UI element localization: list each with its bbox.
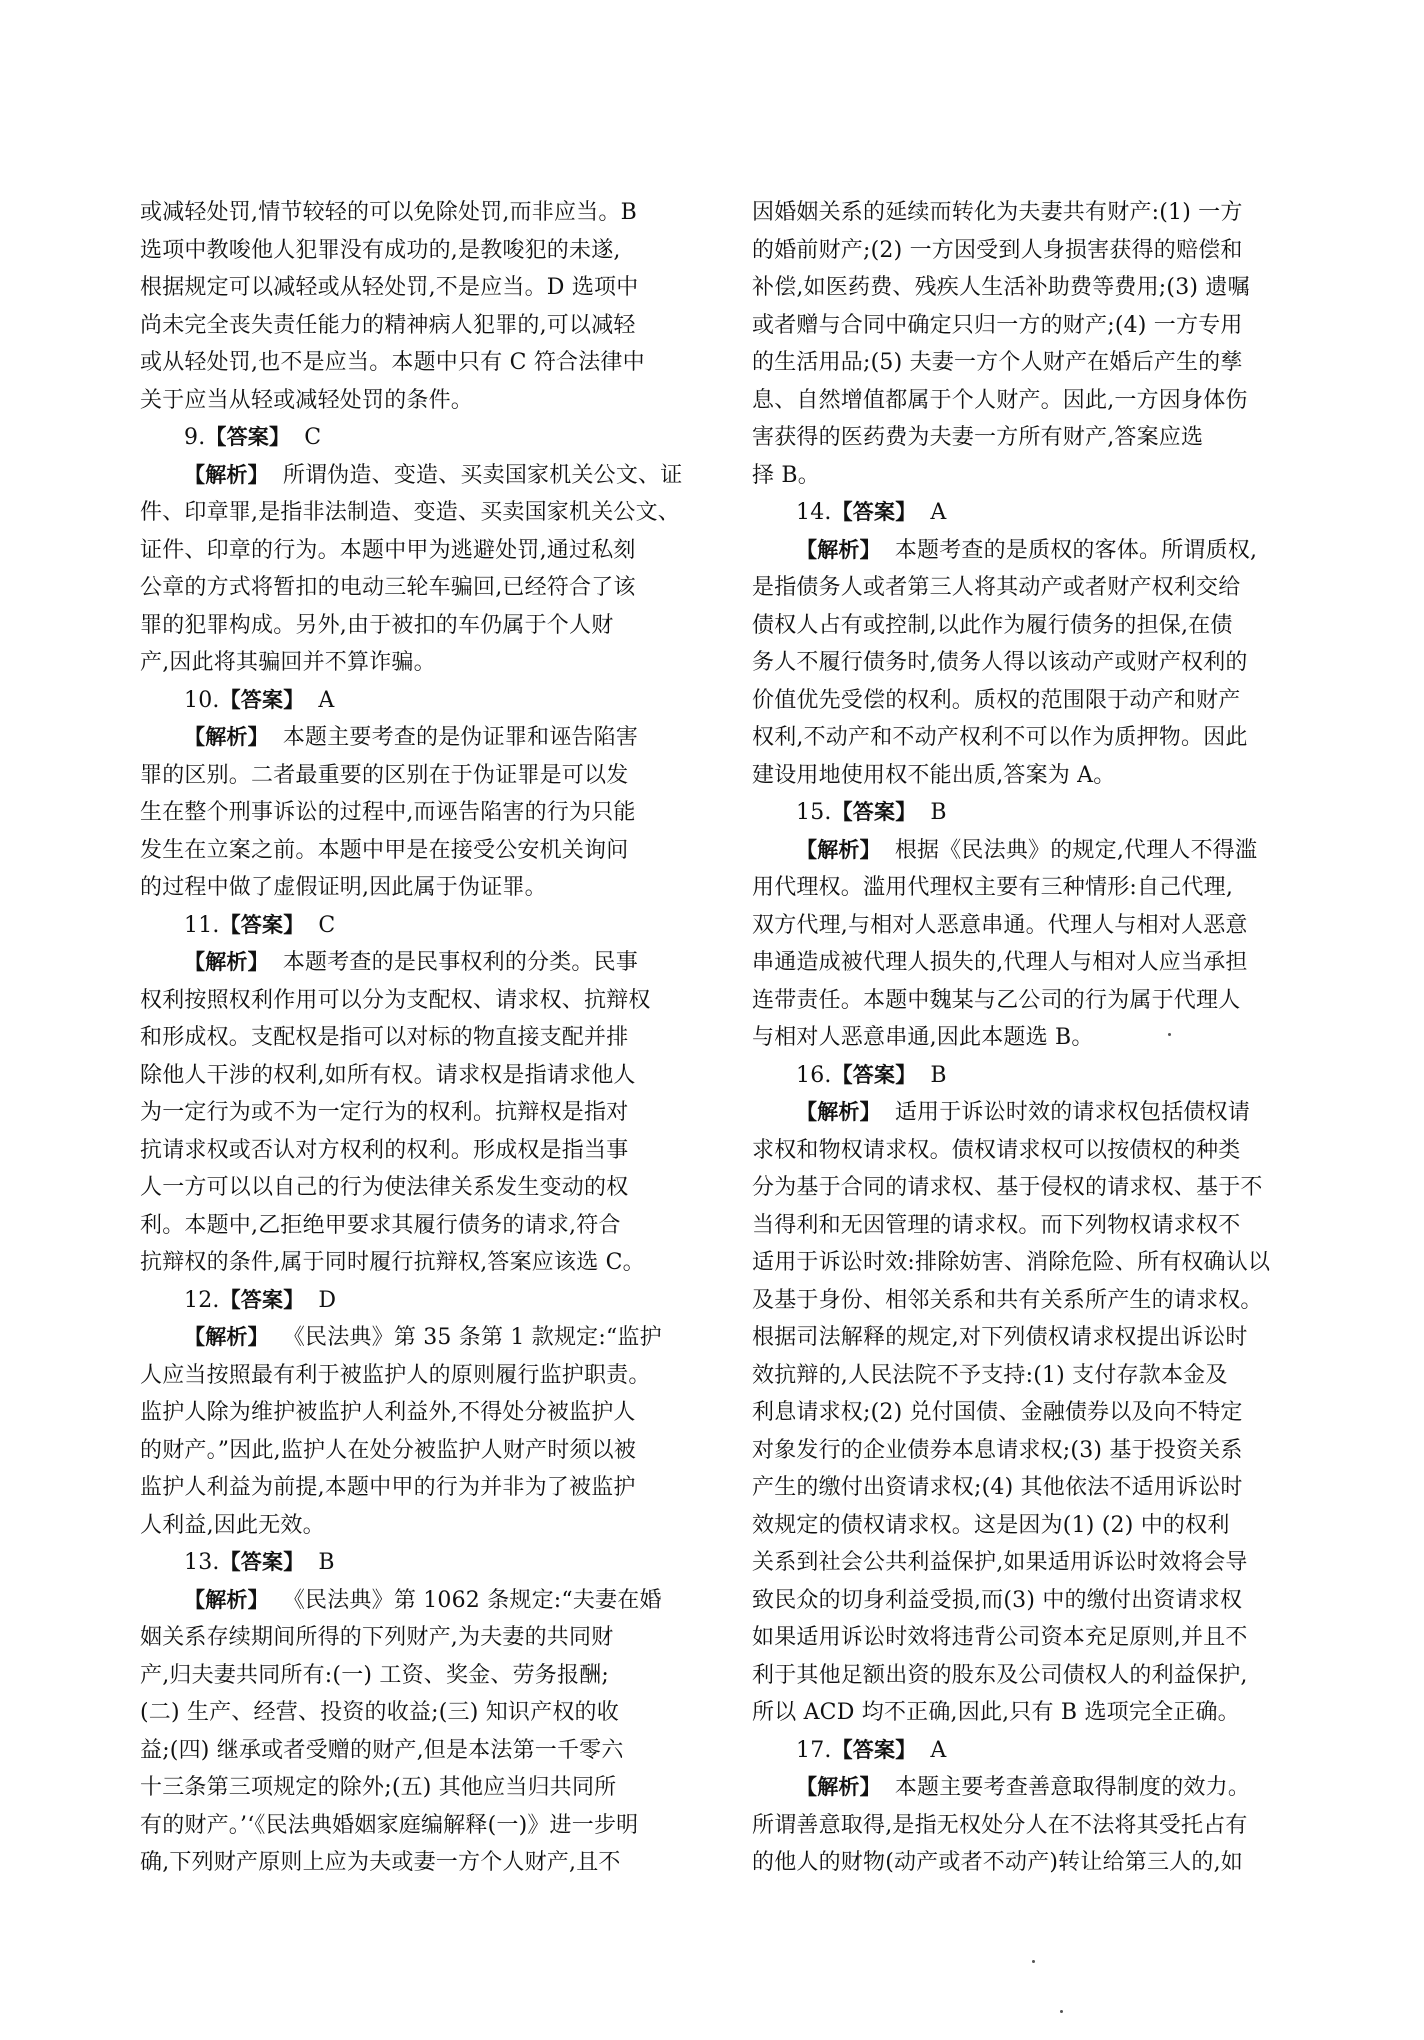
analysis-line — [752, 1094, 1324, 1132]
answer-line — [140, 419, 712, 457]
analysis-text: 适用于诉讼时效的请求权包括债权请 — [894, 1100, 1251, 1125]
text-line: 及基于身份、相邻关系和共有关系所产生的请求权。 — [752, 1287, 1263, 1313]
text-line: 罪的区别。二者最重要的区别在于伪证罪是可以发 — [140, 762, 629, 788]
question-number: 12. — [184, 1287, 220, 1313]
text-line: 债权人占有或控制,以此作为履行债务的担保,在债 — [752, 612, 1233, 638]
answer-value: B — [930, 800, 947, 825]
left-text-column — [140, 194, 712, 1882]
text-line: 适用于诉讼时效:排除妨害、消除危险、所有权确认以 — [752, 1250, 1271, 1275]
text-line: 效规定的债权请求权。这是因为(1) (2) 中的权利 — [752, 1512, 1230, 1538]
text-line: 件、印章罪,是指非法制造、变造、买卖国家机关公文、 — [140, 500, 680, 525]
text-line: 如果适用诉讼时效将违背公司资本充足原则,并且不 — [752, 1625, 1248, 1650]
text-line: 害获得的医药费为夫妻一方所有财产,答案应选 — [752, 425, 1204, 450]
text-line: 或者赠与合同中确定只归一方的财产;(4) 一方专用 — [752, 312, 1243, 338]
text-line: 十三条第三项规定的除外;(五) 其他应当归共同所 — [140, 1775, 617, 1800]
text-line: 价值优先受偿的权利。质权的范围限于动产和财产 — [752, 687, 1241, 713]
text-line: 择 B。 — [752, 462, 820, 488]
text-line: 致民众的切身利益受损,而(3) 中的缴付出资请求权 — [752, 1587, 1243, 1613]
text-line: 或从轻处罚,也不是应当。本题中只有 C 符合法律中 — [140, 350, 645, 375]
text-line: 证件、印章的行为。本题中甲为逃避处罚,通过私刻 — [140, 537, 636, 563]
text-line: 所以 ACD 均不正确,因此,只有 B 选项完全正确。 — [752, 1700, 1240, 1725]
analysis-line — [140, 719, 712, 757]
text-line: 分为基于合同的请求权、基于侵权的请求权、基于不 — [752, 1175, 1263, 1200]
text-line: 建设用地使用权不能出质,答案为 A。 — [752, 762, 1116, 788]
text-line: 监护人除为维护被监护人利益外,不得处分被监护人 — [140, 1400, 636, 1425]
analysis-tag: 【解析】 — [184, 1587, 269, 1612]
text-line: 双方代理,与相对人恶意串通。代理人与相对人恶意 — [752, 912, 1248, 938]
answer-tag: 【答案】 — [831, 500, 917, 524]
question-number: 16. — [796, 1062, 832, 1088]
text-line: 权利按照权利作用可以分为支配权、请求权、抗辩权 — [140, 987, 651, 1013]
analysis-tag: 【解析】 — [796, 537, 881, 562]
analysis-tag: 【解析】 — [796, 1100, 881, 1124]
analysis-tag: 【解析】 — [184, 462, 269, 487]
text-line: 补偿,如医药费、残疾人生活补助费等费用;(3) 遗嘱 — [752, 275, 1250, 300]
text-line: 当得利和无因管理的请求权。而下列物权请求权不 — [752, 1212, 1241, 1238]
text-line: 求权和物权请求权。债权请求权可以按债权的种类 — [752, 1137, 1241, 1163]
text-line: 除他人干涉的权利,如所有权。请求权是指请求他人 — [140, 1062, 636, 1088]
answer-line — [140, 1544, 712, 1582]
text-line: 利于其他足额出资的股东及公司债权人的利益保护, — [752, 1662, 1248, 1688]
text-line: 利息请求权;(2) 兑付国债、金融债券以及向不特定 — [752, 1400, 1243, 1425]
right-text-column — [752, 194, 1324, 1882]
question-number: 13. — [184, 1550, 220, 1575]
answer-value: B — [930, 1062, 947, 1088]
text-line: 人一方可以以自己的行为使法律关系发生变动的权 — [140, 1175, 629, 1200]
answer-tag: 【答案】 — [205, 425, 291, 449]
text-line: 或减轻处罚,情节较轻的可以免除处罚,而非应当。B — [140, 200, 637, 225]
text-line: 监护人利益为前提,本题中甲的行为并非为了被监护 — [140, 1475, 636, 1500]
text-line: 权利,不动产和不动产权利不可以作为质押物。因此 — [752, 725, 1248, 750]
answer-line — [140, 907, 712, 945]
question-number: 15. — [796, 800, 832, 825]
text-line: 息、自然增值都属于个人财产。因此,一方因身体伤 — [752, 387, 1248, 413]
answer-line — [752, 794, 1324, 832]
text-line: 罪的犯罪构成。另外,由于被扣的车仍属于个人财 — [140, 612, 614, 638]
text-line: 的婚前财产;(2) 一方因受到人身损害获得的赔偿和 — [752, 237, 1243, 263]
text-line: 根据司法解释的规定,对下列债权请求权提出诉讼时 — [752, 1325, 1248, 1350]
analysis-line — [140, 1582, 712, 1620]
text-line: 益;(四) 继承或者受赠的财产,但是本法第一千零六 — [140, 1737, 624, 1763]
answer-value: A — [318, 687, 335, 713]
analysis-line — [140, 457, 712, 495]
analysis-text: 本题考查的是民事权利的分类。民事 — [282, 950, 639, 975]
answer-tag: 【答案】 — [219, 1287, 305, 1312]
text-line: 关于应当从轻或减轻处罚的条件。 — [140, 387, 474, 413]
text-line: 产生的缴付出资请求权;(4) 其他依法不适用诉讼时 — [752, 1475, 1243, 1500]
text-line: 确,下列财产原则上应为夫或妻一方个人财产,且不 — [140, 1850, 621, 1875]
text-line: 用代理权。滥用代理权主要有三种情形:自己代理, — [752, 875, 1234, 900]
answer-line — [752, 1732, 1324, 1770]
analysis-text: 《民法典》第 1062 条规定:“夫妻在婚 — [282, 1587, 662, 1613]
text-line: 发生在立案之前。本题中甲是在接受公安机关询问 — [140, 837, 629, 863]
text-line: 公章的方式将暂扣的电动三轮车骗回,已经符合了该 — [140, 575, 636, 600]
analysis-text: 根据《民法典》的规定,代理人不得滥 — [894, 837, 1258, 863]
answer-line — [752, 494, 1324, 532]
answer-value: B — [318, 1550, 335, 1575]
answer-tag: 【答案】 — [219, 912, 305, 937]
question-number: 14. — [796, 500, 832, 525]
text-line: 根据规定可以减轻或从轻处罚,不是应当。D 选项中 — [140, 275, 639, 300]
analysis-text: 本题主要考查的是伪证罪和诬告陷害 — [282, 725, 639, 750]
text-line: 人利益,因此无效。 — [140, 1512, 325, 1538]
text-line: 利。本题中,乙拒绝甲要求其履行债务的请求,符合 — [140, 1212, 621, 1238]
text-line: 的过程中做了虚假证明,因此属于伪证罪。 — [140, 875, 547, 900]
analysis-tag: 【解析】 — [796, 837, 881, 862]
text-line: 生在整个刑事诉讼的过程中,而诬告陷害的行为只能 — [140, 800, 636, 825]
text-line: 选项中教唆他人犯罪没有成功的,是教唆犯的未遂, — [140, 237, 621, 263]
text-line: 抗辩权的条件,属于同时履行抗辩权,答案应该选 C。 — [140, 1250, 645, 1275]
answer-line — [140, 1282, 712, 1320]
analysis-tag: 【解析】 — [184, 950, 269, 974]
text-line: 因婚姻关系的延续而转化为夫妻共有财产:(1) 一方 — [752, 200, 1243, 225]
answer-tag: 【答案】 — [831, 800, 917, 824]
text-line: 的财产。”因此,监护人在处分被监护人财产时须以被 — [140, 1437, 637, 1463]
text-line: 有的财产。’‘《民法典婚姻家庭编解释(一)》进一步明 — [140, 1812, 639, 1838]
analysis-line — [140, 1319, 712, 1357]
question-number: 9. — [184, 425, 206, 450]
answer-value: C — [318, 912, 336, 938]
text-line: 产,归夫妻共同所有:(一) 工资、奖金、劳务报酬; — [140, 1662, 609, 1688]
analysis-text: 《民法典》第 35 条第 1 款规定:“监护 — [282, 1325, 662, 1350]
text-line: 的生活用品;(5) 夫妻一方个人财产在婚后产生的孳 — [752, 350, 1243, 375]
text-line: 姻关系存续期间所得的下列财产,为夫妻的共同财 — [140, 1625, 614, 1650]
text-line: 人应当按照最有利于被监护人的原则履行监护职责。 — [140, 1362, 651, 1388]
scan-speck — [1032, 1960, 1035, 1963]
text-line: 务人不履行债务时,债务人得以该动产或财产权利的 — [752, 650, 1248, 675]
text-line: 连带责任。本题中魏某与乙公司的行为属于代理人 — [752, 987, 1241, 1013]
analysis-text: 本题主要考查善意取得制度的效力。 — [894, 1775, 1251, 1800]
analysis-line — [140, 944, 712, 982]
question-number: 11. — [184, 912, 220, 938]
analysis-tag: 【解析】 — [796, 1775, 881, 1799]
answer-line — [140, 682, 712, 720]
text-line: 抗请求权或否认对方权利的权利。形成权是指当事 — [140, 1137, 629, 1163]
answer-value: C — [304, 425, 322, 450]
answer-value: A — [930, 500, 947, 525]
text-line: 效抗辩的,人民法院不予支持:(1) 支付存款本金及 — [752, 1362, 1228, 1388]
question-number: 10. — [184, 687, 220, 713]
text-line: 为一定行为或不为一定行为的权利。抗辩权是指对 — [140, 1100, 629, 1125]
scan-speck — [1060, 2010, 1063, 2013]
answer-tag: 【答案】 — [831, 1737, 917, 1762]
analysis-line — [752, 532, 1324, 570]
answer-line — [752, 1057, 1324, 1095]
analysis-line — [752, 832, 1324, 870]
text-line: 和形成权。支配权是指可以对标的物直接支配并排 — [140, 1025, 629, 1050]
analysis-tag: 【解析】 — [184, 1325, 269, 1349]
analysis-line — [752, 1769, 1324, 1807]
answer-tag: 【答案】 — [219, 1550, 305, 1574]
answer-value: D — [318, 1287, 337, 1313]
answer-tag: 【答案】 — [831, 1062, 917, 1087]
text-line: 关系到社会公共利益保护,如果适用诉讼时效将会导 — [752, 1550, 1248, 1575]
text-line: 与相对人恶意串通,因此本题选 B。 — [752, 1025, 1094, 1050]
analysis-text: 本题考查的是质权的客体。所谓质权, — [894, 537, 1258, 563]
text-line: 所谓善意取得,是指无权处分人在不法将其受托占有 — [752, 1812, 1248, 1838]
text-line: 的他人的财物(动产或者不动产)转让给第三人的,如 — [752, 1850, 1243, 1875]
answer-tag: 【答案】 — [219, 687, 305, 712]
text-line: (二) 生产、经营、投资的收益;(三) 知识产权的收 — [140, 1700, 619, 1725]
text-line: 尚未完全丧失责任能力的精神病人犯罪的,可以减轻 — [140, 312, 636, 338]
analysis-text: 所谓伪造、变造、买卖国家机关公文、证 — [282, 462, 683, 488]
question-number: 17. — [796, 1737, 832, 1763]
text-line: 产,因此将其骗回并不算诈骗。 — [140, 650, 436, 675]
analysis-tag: 【解析】 — [184, 725, 269, 749]
answer-value: A — [930, 1737, 947, 1763]
scan-speck — [1168, 1033, 1171, 1036]
text-line: 串通造成被代理人损失的,代理人与相对人应当承担 — [752, 950, 1248, 975]
text-line: 对象发行的企业债券本息请求权;(3) 基于投资关系 — [752, 1437, 1243, 1463]
text-line: 是指债务人或者第三人将其动产或者财产权利交给 — [752, 575, 1241, 600]
